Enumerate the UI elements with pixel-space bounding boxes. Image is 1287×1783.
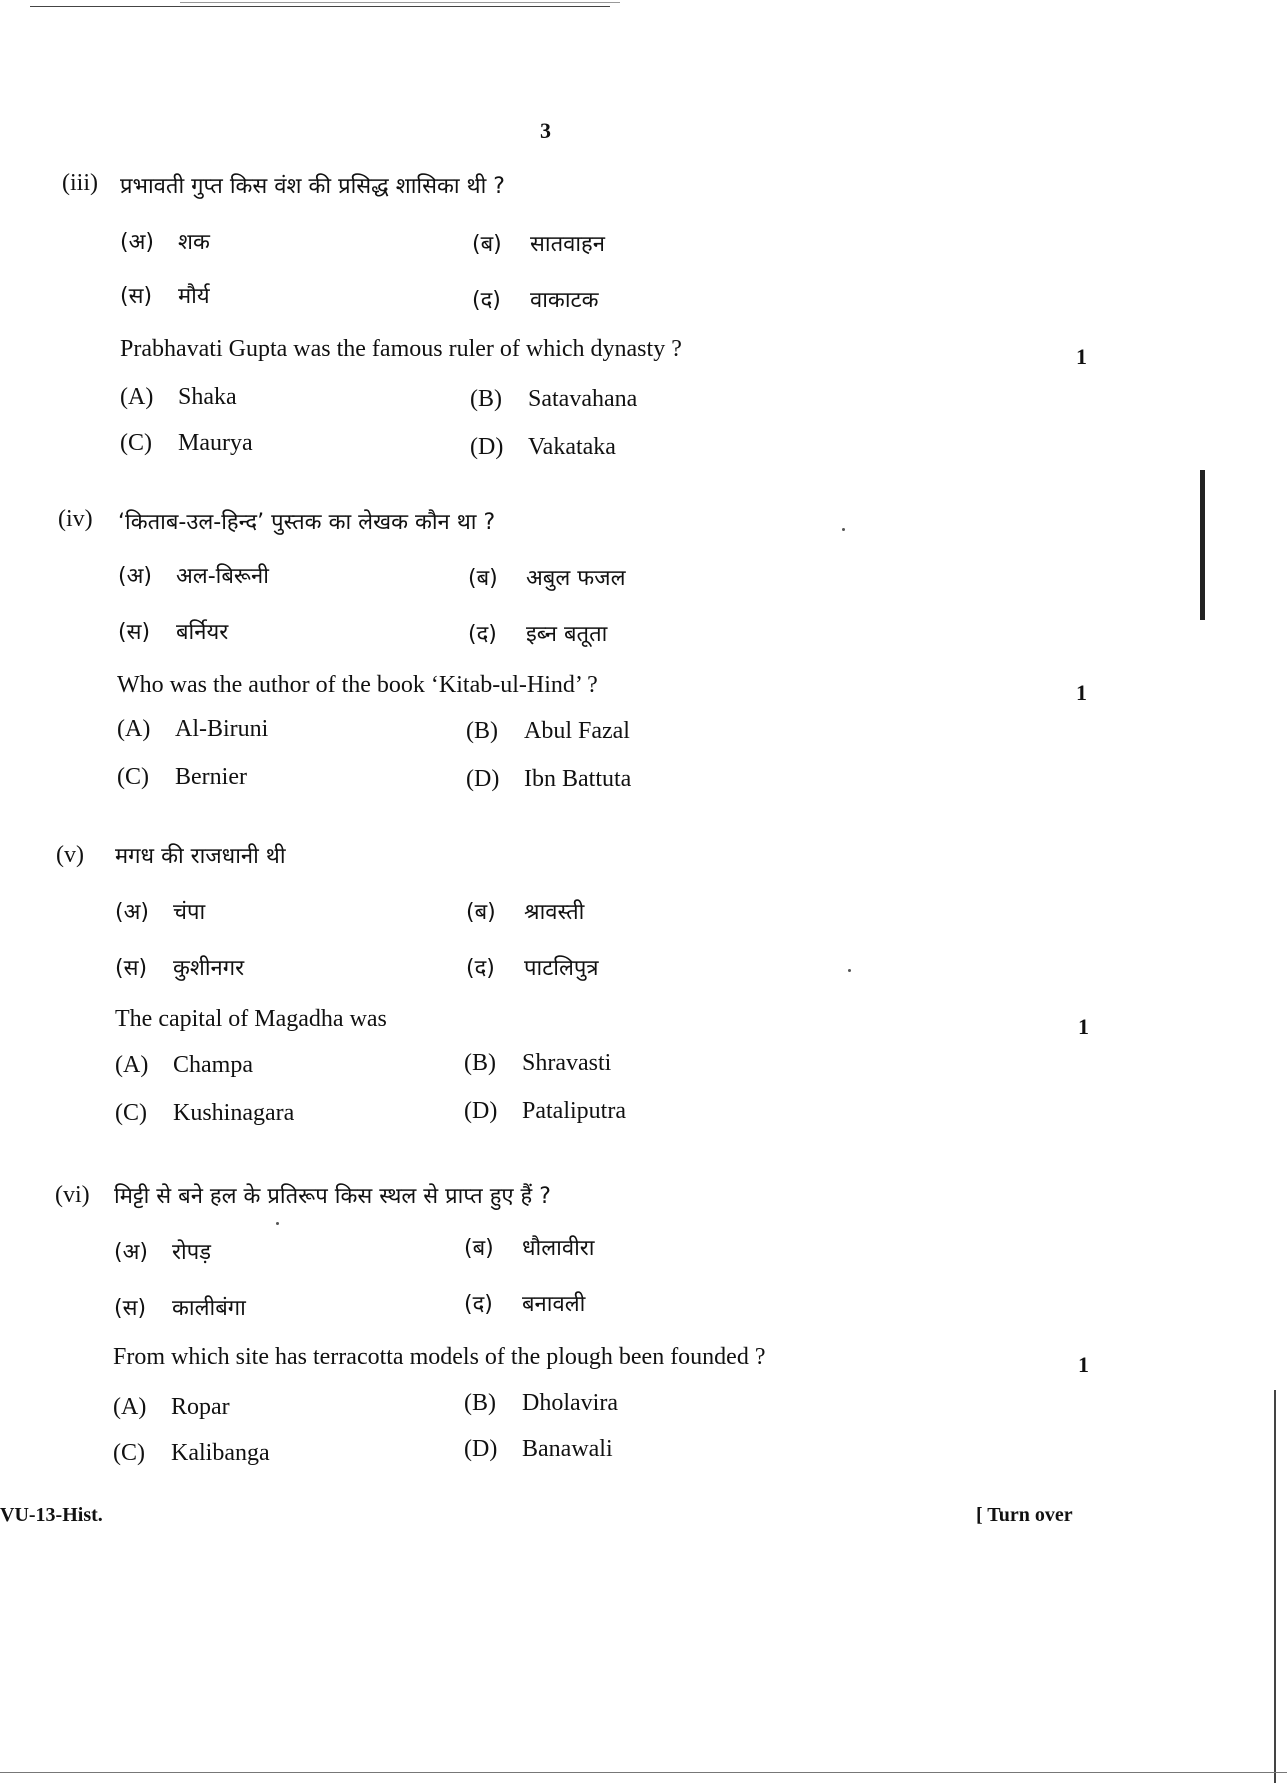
hindi-option-c: (स) कालीबंगा <box>114 1296 246 1321</box>
english-option-b: (B) Abul Fazal <box>466 718 630 744</box>
question-number: (iv) <box>58 506 93 532</box>
question-mark: 1 <box>1076 344 1087 369</box>
hindi-question: मगध की राजधानी थी <box>115 844 286 869</box>
english-option-a: (A) Al-Biruni <box>117 716 269 742</box>
english-question: From which site has terracotta models of the plough been founded ? <box>113 1344 766 1370</box>
english-option-d: (D) Vakataka <box>470 434 616 460</box>
hindi-option-c: (स) मौर्य <box>120 284 210 309</box>
turn-over-label: [ Turn over <box>976 1504 1073 1526</box>
hindi-option-b: (ब) श्रावस्ती <box>466 900 585 925</box>
english-question: Who was the author of the book ‘Kitab-ul-Hind’ ? <box>117 672 598 698</box>
scan-edge-mark <box>1200 470 1205 620</box>
english-option-d: (D) Ibn Battuta <box>466 766 632 792</box>
question-mark: 1 <box>1078 1352 1089 1377</box>
english-option-c: (C) Bernier <box>117 764 247 790</box>
english-question: The capital of Magadha was <box>115 1006 387 1032</box>
english-option-b: (B) Satavahana <box>470 386 638 412</box>
hindi-option-d: (द) बनावली <box>464 1292 586 1317</box>
paper-code: VU-13-Hist. <box>0 1504 103 1526</box>
hindi-option-d: (द) वाकाटक <box>472 288 599 313</box>
scan-speck <box>848 969 851 972</box>
hindi-question: प्रभावती गुप्त किस वंश की प्रसिद्ध शासिका थी ? <box>120 174 505 199</box>
hindi-option-b: (ब) अबुल फजल <box>468 566 626 591</box>
hindi-option-a: (अ) अल-बिरूनी <box>118 564 269 589</box>
scan-top-rule-faint <box>180 2 620 3</box>
hindi-option-b: (ब) धौलावीरा <box>464 1236 595 1261</box>
english-option-a: (A) Ropar <box>113 1394 230 1420</box>
hindi-option-a: (अ) रोपड़ <box>114 1240 211 1265</box>
scan-right-edge <box>1274 1390 1276 1783</box>
hindi-option-d: (द) इब्न बतूता <box>468 622 608 647</box>
question-mark: 1 <box>1076 680 1087 705</box>
hindi-option-a: (अ) शक <box>120 230 210 255</box>
english-option-b: (B) Shravasti <box>464 1050 612 1076</box>
english-option-c: (C) Kushinagara <box>115 1100 295 1126</box>
scan-speck <box>842 528 845 531</box>
question-number: (iii) <box>62 170 98 196</box>
english-option-c: (C) Maurya <box>120 430 253 456</box>
english-question: Prabhavati Gupta was the famous ruler of which dynasty ? <box>120 336 682 362</box>
question-mark: 1 <box>1078 1014 1089 1039</box>
question-number: (vi) <box>55 1182 90 1208</box>
hindi-question: मिट्टी से बने हल के प्रतिरूप किस स्थल से प्राप्त हुए हैं ? <box>114 1184 551 1209</box>
question-number: (v) <box>56 842 84 868</box>
english-option-b: (B) Dholavira <box>464 1390 618 1416</box>
hindi-option-c: (स) बर्नियर <box>118 620 229 645</box>
scan-speck <box>276 1222 279 1225</box>
page-number: 3 <box>540 118 551 143</box>
scan-bottom-edge <box>0 1772 1287 1773</box>
english-option-d: (D) Pataliputra <box>464 1098 626 1124</box>
hindi-option-c: (स) कुशीनगर <box>115 956 245 981</box>
english-option-a: (A) Champa <box>115 1052 253 1078</box>
hindi-option-d: (द) पाटलिपुत्र <box>466 956 599 981</box>
scan-top-rule <box>30 6 610 7</box>
english-option-c: (C) Kalibanga <box>113 1440 270 1466</box>
hindi-question: ‘किताब-उल-हिन्द’ पुस्तक का लेखक कौन था ? <box>118 510 496 535</box>
hindi-option-b: (ब) सातवाहन <box>472 232 605 257</box>
english-option-a: (A) Shaka <box>120 384 237 410</box>
english-option-d: (D) Banawali <box>464 1436 613 1462</box>
hindi-option-a: (अ) चंपा <box>115 900 206 925</box>
